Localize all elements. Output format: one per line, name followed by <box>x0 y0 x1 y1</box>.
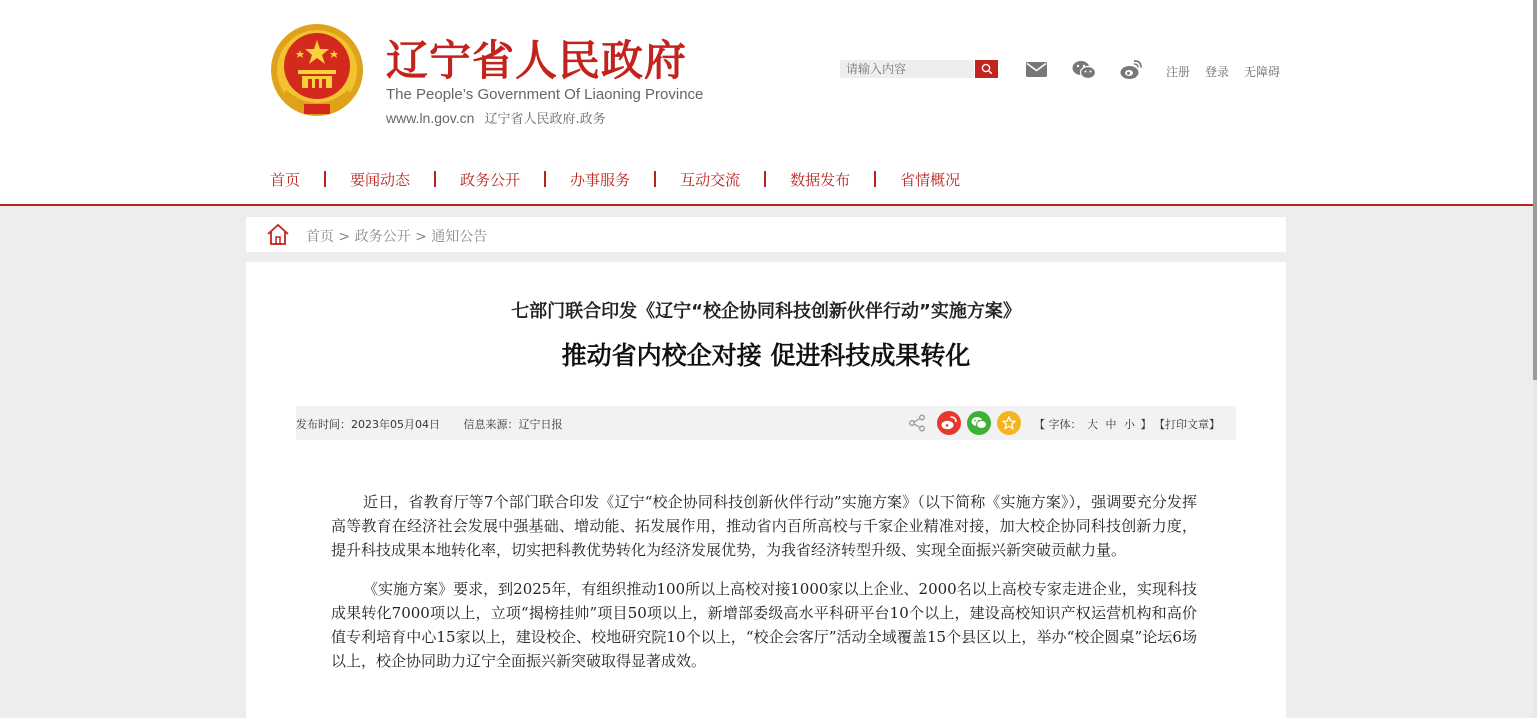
article-body <box>331 490 1197 688</box>
login-link[interactable]: 登录 <box>1205 65 1230 79</box>
site-header <box>0 0 1533 206</box>
nav-divider <box>764 171 766 187</box>
nav-divider <box>874 171 876 187</box>
site-title-english: The People’s Government Of Liaoning Province <box>386 86 704 103</box>
wechat-share-icon <box>971 416 987 430</box>
font-size-close: 】 <box>1140 418 1152 431</box>
page-scrollbar[interactable] <box>1533 0 1537 718</box>
font-size-control <box>1034 416 1152 432</box>
article-paragraph: 近日，省教育厅等7个部门联合印发《辽宁“校企协同科技创新伙伴行动”实施方案》（以下简称《实施方案》），强调要充分发挥高等教育在经济社会发展中强基础、增动能、拓发展作用，推动省内百所高校与千家企业精准对接，加大校企协同科技创新力度，提升科技成果本地转化率，切实把科教优势转化为经济发展优势，为我省经济转型升级、实现全面振兴新突破贡献力量。 <box>331 493 1197 559</box>
nav-item-interaction[interactable]: 互动交流 <box>680 170 741 189</box>
article-paragraph: 《实施方案》要求，到2025年，有组织推动100所以上高校对接1000家以上企业、2000名以上高校专家走进企业，实现科技成果转化7000项以上，立项“揭榜挂帅”项目50项以上，新增部委级高水平科研平台10个以上，建设高校知识产权运营机构和高价值专利培育中心15家以上，建设校企、校地研究院10个以上，“校企会客厅”活动全域覆盖15个县区以上，举办“校企圆桌”论坛6场以上，校企协同助力辽宁全面振兴新突破取得显著成效。 <box>331 580 1197 670</box>
font-size-large[interactable]: 大 <box>1087 418 1098 431</box>
source-value: 辽宁日报 <box>518 418 563 431</box>
share-button[interactable] <box>905 411 929 435</box>
favorite-icon <box>1002 416 1016 430</box>
search-box <box>840 60 998 78</box>
font-size-small[interactable]: 小 <box>1124 418 1135 431</box>
breadcrumb-trail <box>306 226 487 246</box>
scrollbar-thumb[interactable] <box>1533 0 1537 380</box>
nav-item-gov-affairs[interactable]: 政务公开 <box>460 170 521 189</box>
site-title: 辽宁省人民政府 <box>386 36 688 85</box>
national-emblem-icon <box>268 20 366 124</box>
nav-divider <box>654 171 656 187</box>
article-subtitle: 七部门联合印发《辽宁“校企协同科技创新伙伴行动”实施方案》 <box>511 301 1021 322</box>
register-link[interactable]: 注册 <box>1166 65 1191 79</box>
nav-item-data[interactable]: 数据发布 <box>790 170 851 189</box>
breadcrumb-home[interactable]: 首页 <box>306 229 334 245</box>
share-icon <box>908 414 926 432</box>
accessibility-link[interactable]: 无障碍 <box>1244 65 1281 79</box>
nav-item-services[interactable]: 办事服务 <box>570 170 631 189</box>
font-size-medium[interactable]: 中 <box>1105 418 1117 431</box>
breadcrumb-gov-affairs[interactable]: 政务公开 <box>354 229 411 245</box>
main-nav <box>270 168 960 190</box>
weibo-icon[interactable] <box>1120 59 1143 80</box>
nav-item-province[interactable]: 省情概况 <box>900 170 961 189</box>
wechat-icon[interactable] <box>1072 60 1096 80</box>
article-info <box>296 416 563 432</box>
print-article-button[interactable]: 【打印文章】 <box>1154 418 1220 431</box>
nav-divider <box>324 171 326 187</box>
publish-date-label: 发布时间： <box>296 418 351 431</box>
site-domain-label: 辽宁省人民政府.政务 <box>484 112 606 127</box>
favorite-button[interactable] <box>997 411 1021 435</box>
nav-divider <box>434 171 436 187</box>
search-input[interactable] <box>840 60 974 78</box>
weibo-share-button[interactable] <box>937 411 961 435</box>
search-button[interactable] <box>975 60 998 78</box>
mail-icon[interactable] <box>1026 62 1047 77</box>
font-size-label: 【 字体： <box>1034 418 1082 431</box>
search-icon <box>981 63 993 75</box>
article-meta-bar <box>296 406 1236 440</box>
breadcrumb-separator: > <box>338 229 351 245</box>
breadcrumb <box>246 217 1286 252</box>
article-panel <box>246 262 1286 718</box>
home-icon[interactable] <box>266 223 290 246</box>
nav-item-news[interactable]: 要闻动态 <box>350 170 411 189</box>
nav-item-home[interactable]: 首页 <box>270 170 301 189</box>
source-label: 信息来源： <box>463 418 519 431</box>
site-url-line <box>386 108 606 127</box>
site-url: www.ln.gov.cn <box>386 110 475 126</box>
breadcrumb-separator: > <box>415 229 427 245</box>
breadcrumb-notices[interactable]: 通知公告 <box>431 229 488 245</box>
wechat-share-button[interactable] <box>967 411 991 435</box>
publish-date: 2023年05月04日 <box>351 418 440 431</box>
article-title: 推动省内校企对接 促进科技成果转化 <box>561 341 971 370</box>
weibo-share-icon <box>941 416 957 430</box>
nav-divider <box>544 171 546 187</box>
